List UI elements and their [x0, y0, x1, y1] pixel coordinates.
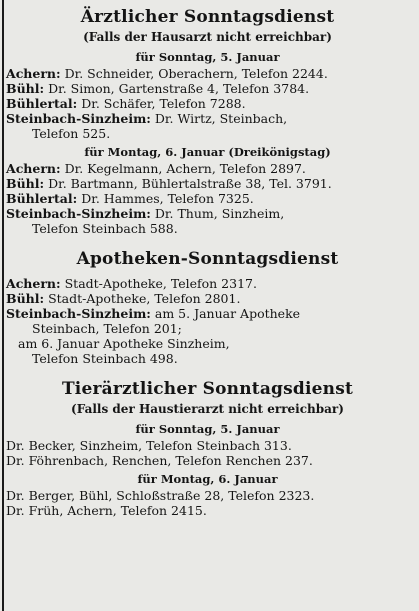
entry-place: Steinbach-Sinzheim:	[6, 111, 151, 126]
column-rule	[2, 0, 4, 611]
vets-day2-heading: für Montag, 6. Januar	[137, 472, 278, 486]
pharmacies-title: Apotheken-Sonntagsdienst	[76, 249, 339, 269]
entry-text: Dr. Bartmann, Bühlertalstraße 38, Tel. 3791.	[44, 176, 332, 191]
doctor-entry	[6, 96, 409, 111]
entry-text: am 5. Januar Apotheke	[150, 306, 301, 321]
entry-continuation: Telefon 525.	[32, 126, 111, 141]
doctor-entry	[6, 191, 409, 206]
vet-entry: Dr. Föhrenbach, Renchen, Telefon Renchen 237.	[6, 453, 313, 468]
doctors-title: Ärztlicher Sonntagsdienst	[80, 7, 335, 27]
vets-section	[6, 378, 409, 518]
entry-continuation: Steinbach, Telefon 201;	[32, 321, 182, 336]
entry-place: Bühlertal:	[6, 191, 78, 206]
entry-place: Bühl:	[6, 176, 45, 191]
entry-place: Achern:	[6, 161, 61, 176]
doctor-entry	[6, 176, 409, 191]
entry-text: Dr. Schneider, Oberachern, Telefon 2244.	[60, 66, 328, 81]
entry-text: Stadt-Apotheke, Telefon 2317.	[60, 276, 257, 291]
entry-text: Stadt-Apotheke, Telefon 2801.	[44, 291, 241, 306]
entry-text: Dr. Schäfer, Telefon 7288.	[77, 96, 246, 111]
entry-place: Bühl:	[6, 291, 45, 306]
doctor-entry	[6, 66, 409, 81]
entry-place: Achern:	[6, 66, 61, 81]
doctor-entry	[6, 111, 409, 126]
vet-entry: Dr. Früh, Achern, Telefon 2415.	[6, 503, 207, 518]
doctor-entry	[6, 81, 409, 96]
entry-continuation: Telefon Steinbach 498.	[32, 351, 178, 366]
pharmacies-section	[6, 248, 409, 366]
pharmacy-entry	[6, 306, 409, 321]
vet-entry: Dr. Berger, Bühl, Schloßstraße 28, Telefon 2323.	[6, 488, 315, 503]
doctor-entry	[6, 161, 409, 176]
pharmacy-entry	[6, 276, 409, 291]
vets-day1-heading: für Sonntag, 5. Januar	[135, 422, 280, 436]
entry-text: Dr. Simon, Gartenstraße 4, Telefon 3784.	[44, 81, 310, 96]
entry-text: Dr. Thum, Sinzheim,	[150, 206, 285, 221]
doctor-entry	[6, 206, 409, 221]
vets-title: Tierärztlicher Sonntagsdienst	[61, 379, 354, 399]
doctors-day1-heading: für Sonntag, 5. Januar	[135, 50, 280, 64]
doctors-subtitle: (Falls der Hausarzt nicht erreichbar)	[83, 30, 332, 44]
entry-place: Steinbach-Sinzheim:	[6, 306, 151, 321]
entry-text: Dr. Kegelmann, Achern, Telefon 2897.	[60, 161, 306, 176]
entry-continuation: am 6. Januar Apotheke Sinzheim,	[18, 336, 230, 351]
vets-subtitle: (Falls der Haustierarzt nicht erreichbar)	[71, 402, 344, 416]
entry-place: Achern:	[6, 276, 61, 291]
entry-text: Dr. Wirtz, Steinbach,	[150, 111, 288, 126]
entry-place: Steinbach-Sinzheim:	[6, 206, 151, 221]
entry-continuation: Telefon Steinbach 588.	[32, 221, 178, 236]
doctors-day2-heading: für Montag, 6. Januar (Dreikönigstag)	[84, 145, 331, 159]
doctors-section	[6, 6, 409, 236]
entry-place: Bühl:	[6, 81, 45, 96]
vet-entry: Dr. Becker, Sinzheim, Telefon Steinbach 313.	[6, 438, 292, 453]
pharmacy-entry	[6, 291, 409, 306]
entry-place: Bühlertal:	[6, 96, 78, 111]
entry-text: Dr. Hammes, Telefon 7325.	[77, 191, 254, 206]
